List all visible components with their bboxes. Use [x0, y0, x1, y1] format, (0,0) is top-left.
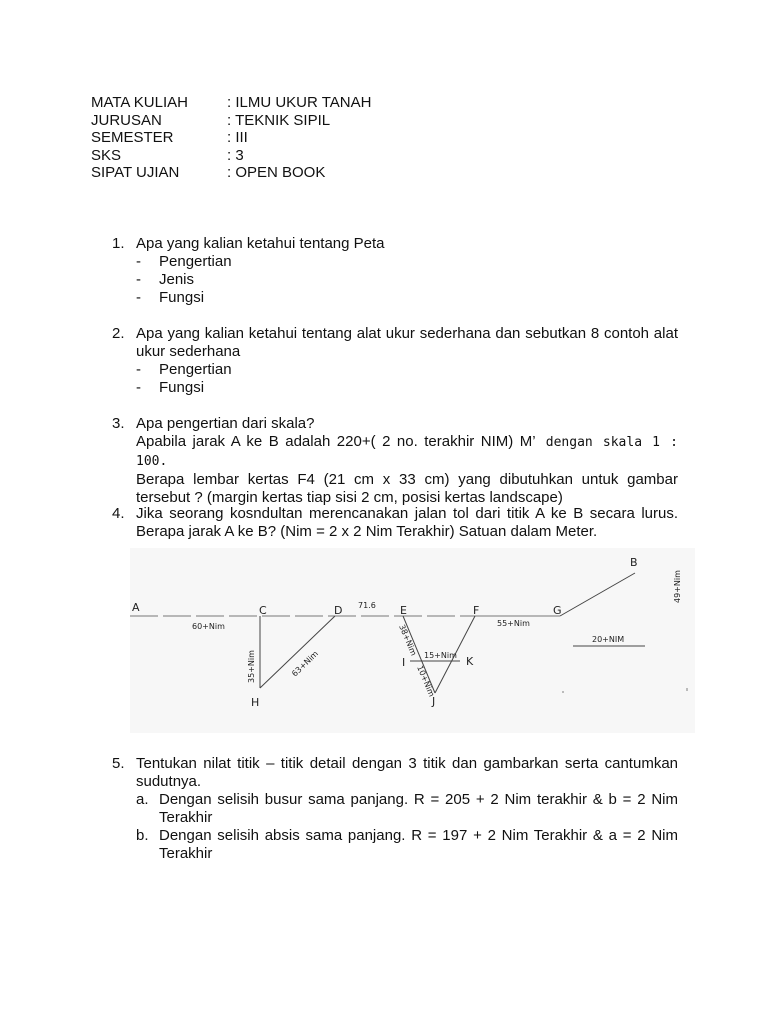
- exam-type-row: [91, 164, 371, 182]
- speck: [562, 691, 564, 693]
- question-2: [112, 325, 678, 397]
- question-2-text: Apa yang kalian ketahui tentang alat ukur sederhana dan sebutkan 8 contoh alat ukur sederhana: [136, 325, 678, 360]
- credits-value: : 3: [227, 146, 244, 164]
- question-3-line1: Apa pengertian dari skala?: [136, 415, 315, 432]
- point-c: C: [259, 604, 267, 617]
- course-info: [91, 94, 371, 182]
- question-2-item: - Fungsi: [136, 379, 205, 396]
- point-k: K: [466, 655, 474, 668]
- line-g-b: [560, 573, 635, 616]
- question-5-part-b: b. Dengan selisih absis sama panjang. R = 197 + 2 Nim Terakhir & a = 2 Nim Terakhir: [136, 827, 678, 862]
- credits-row: [91, 147, 371, 165]
- department-value: : TEKNIK SIPIL: [227, 111, 331, 129]
- label-e-j: 38+Nim: [397, 623, 419, 658]
- department-key: JURUSAN: [91, 111, 162, 129]
- question-1-number: 1.: [112, 235, 125, 252]
- question-5-text: Tentukan nilat titik – titik detail dengan 3 titik dan gambarkan serta cantumkan sudutnya.: [136, 755, 678, 790]
- question-4-text: Jika seorang kosndultan merencanakan jalan tol dari titik A ke B secara lurus. Berapa jarak A ke B? (Nim = 2 x 2 Nim Terakhir) Satuan dalam Meter.: [136, 505, 678, 540]
- point-g: G: [553, 604, 562, 617]
- label-a-c: 60+Nim: [192, 622, 225, 631]
- question-5-part-a: a. Dengan selisih busur sama panjang. R = 205 + 2 Nim terakhir & b = 2 Nim Terakhir: [136, 791, 678, 826]
- point-h: H: [251, 696, 260, 709]
- question-1-item: - Fungsi: [136, 289, 205, 306]
- point-j: J: [432, 695, 436, 708]
- question-1-item: - Pengertian: [136, 253, 232, 270]
- question-3-number: 3.: [112, 415, 125, 432]
- question-5: [112, 755, 678, 863]
- question-4: [112, 505, 678, 541]
- question-2-item: - Pengertian: [136, 361, 232, 378]
- road-survey-figure: [130, 548, 695, 733]
- exam-type-key: SIPAT UJIAN: [91, 164, 180, 181]
- question-1: [112, 235, 678, 307]
- semester-value: : III: [227, 129, 248, 146]
- question-3-line3: Berapa lembar kertas F4 (21 cm x 33 cm) yang dibutuhkan untuk gambar tersebut ? (margin kertas tiap sisi 2 cm, posisi kertas landscape): [136, 471, 678, 506]
- question-4-number: 4.: [112, 505, 125, 522]
- point-a: A: [132, 601, 140, 614]
- point-i: I: [402, 656, 406, 669]
- course-value: : ILMU UKUR TANAH: [227, 94, 372, 111]
- course-row: [91, 94, 371, 112]
- semester-key: SEMESTER: [91, 129, 174, 146]
- question-1-text: Apa yang kalian ketahui tentang Peta: [136, 235, 385, 252]
- credits-key: SKS: [91, 146, 122, 164]
- point-e: E: [400, 604, 407, 617]
- label-i-k: 15+Nim: [424, 651, 457, 660]
- point-b: B: [630, 556, 638, 569]
- question-3-line2: Apabila jarak A ke B adalah 220+( 2 no. terakhir NIM) M’ dengan skala 1 : 100.: [136, 433, 678, 469]
- question-3: [112, 415, 678, 507]
- label-f-g: 55+Nim: [497, 619, 530, 628]
- point-d: D: [334, 604, 343, 617]
- label-d-e: 71.6: [358, 601, 376, 610]
- label-g-b-vertical: 49+Nim: [673, 570, 682, 603]
- exam-type-value: : OPEN BOOK: [227, 164, 326, 181]
- speck: [686, 688, 688, 691]
- label-g-b-horizontal: 20+NIM: [592, 635, 625, 644]
- department-row: [91, 112, 371, 130]
- label-d-h: 63+Nim: [290, 649, 321, 679]
- course-key: MATA KULIAH: [91, 94, 188, 111]
- label-c-h: 35+Nim: [247, 650, 256, 683]
- label-k-j: 10+Nim: [415, 664, 437, 699]
- question-1-item: - Jenis: [136, 271, 195, 288]
- question-5-number: 5.: [112, 755, 125, 772]
- point-f: F: [473, 604, 480, 617]
- road-survey-diagram: [130, 548, 695, 733]
- question-2-number: 2.: [112, 325, 125, 342]
- semester-row: [91, 129, 371, 147]
